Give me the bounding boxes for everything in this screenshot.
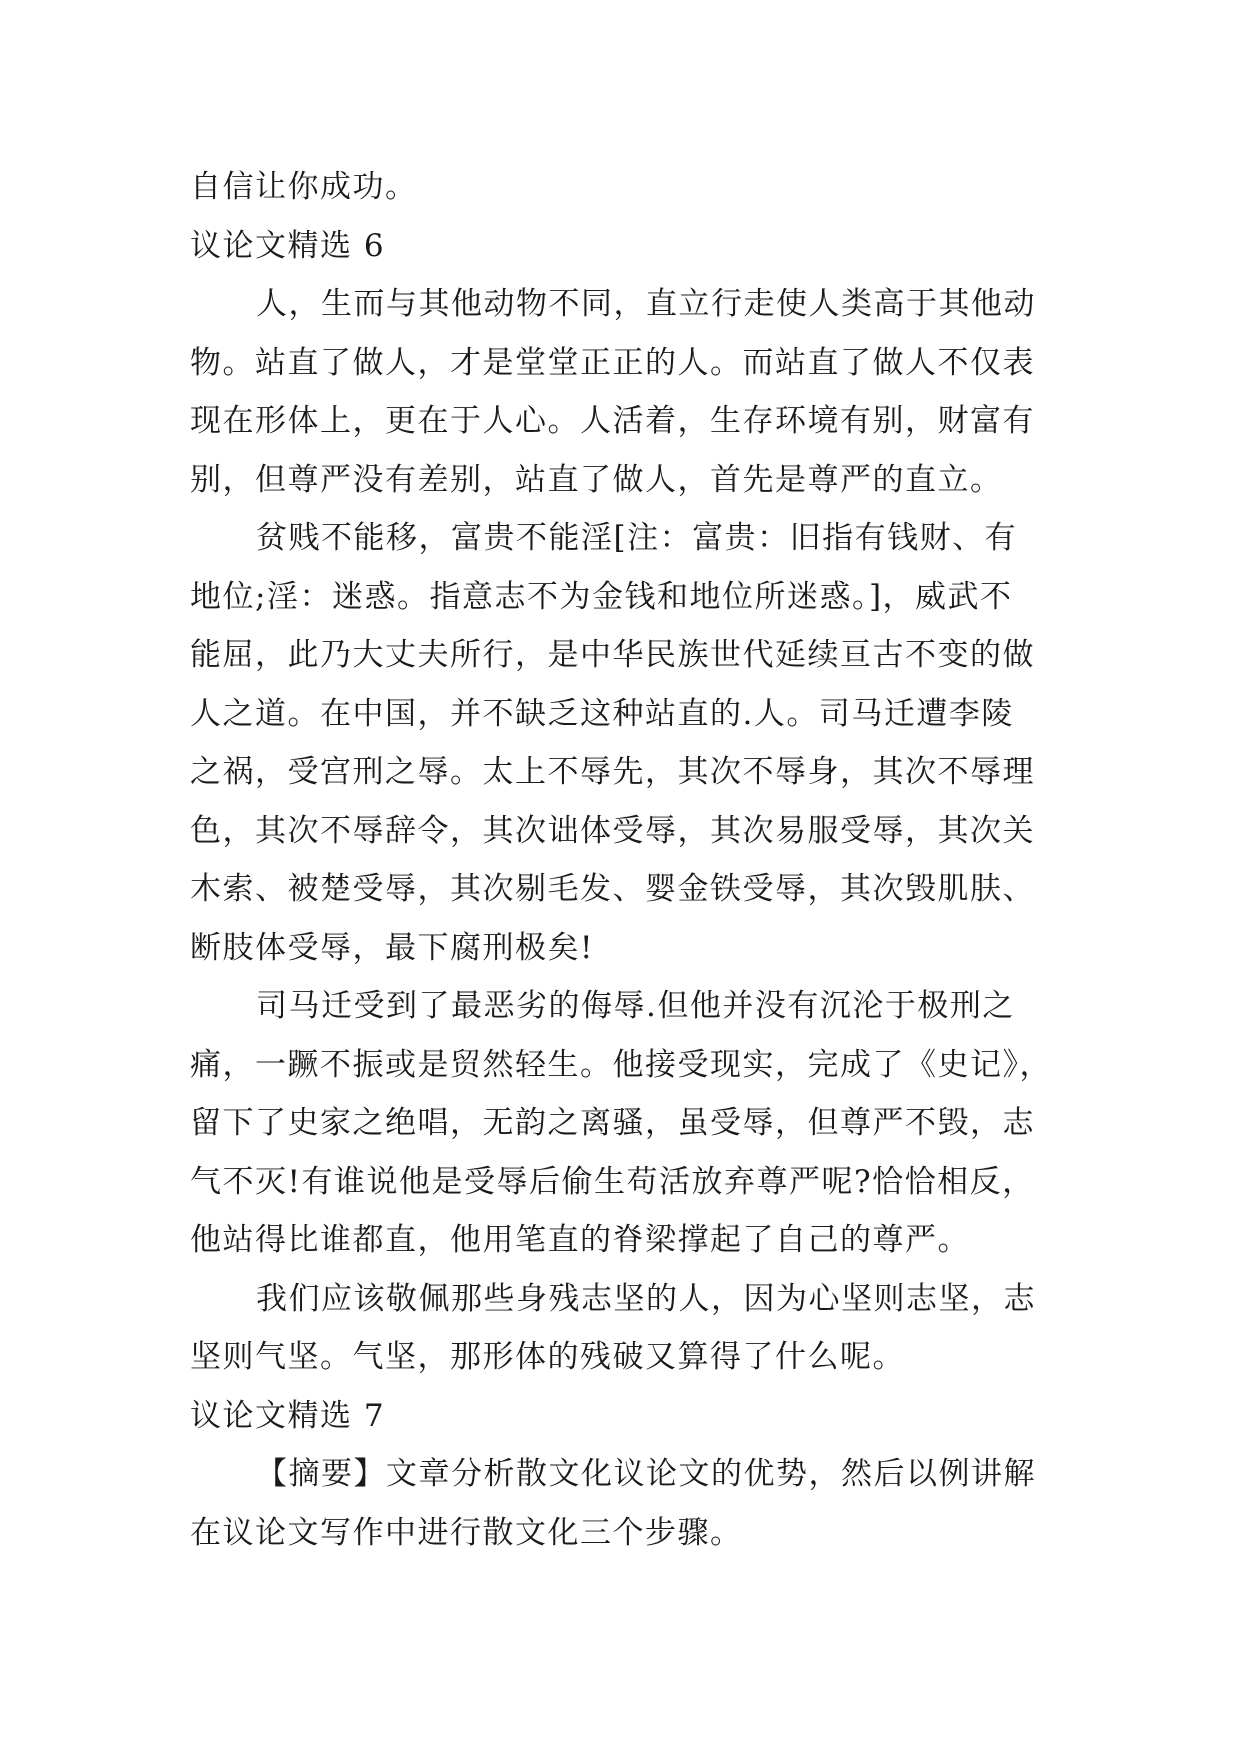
text-line: 留下了史家之绝唱，无韵之离骚，虽受辱，但尊严不毁，志 — [190, 1105, 1035, 1141]
text-line: 地位;淫：迷惑。指意志不为金钱和地位所迷惑。]，威武不 — [190, 578, 1013, 615]
section-heading: 议论文精选 7 — [190, 1397, 386, 1434]
text-line: 人，生而与其他动物不同，直立行走使人类高于其他动 — [256, 286, 1036, 322]
text-line: 他站得比谁都直，他用笔直的脊梁撑起了自己的尊严。 — [190, 1222, 970, 1258]
text-line: 自信让你成功。 — [190, 169, 418, 205]
text-line: 能屈，此乃大丈夫所行，是中华民族世代延续亘古不变的做 — [190, 637, 1035, 673]
text-line: 之祸，受宫刑之辱。太上不辱先，其次不辱身，其次不辱理 — [190, 754, 1035, 790]
text-line: 人之道。在中国，并不缺乏这种站直的.人。司马迁遭李陵 — [190, 695, 1014, 732]
text-line: 我们应该敬佩那些身残志坚的人，因为心坚则志坚，志 — [256, 1280, 1036, 1317]
text-line: 贫贱不能移，富贵不能淫[注：富贵：旧指有钱财、有 — [256, 520, 1018, 556]
text-line: 气不灭!有谁说他是受辱后偷生苟活放弃尊严呢?恰恰相反， — [190, 1163, 1035, 1200]
text-line: 【摘要】文章分析散文化议论文的优势，然后以例讲解 — [256, 1456, 1036, 1492]
text-line: 在议论文写作中进行散文化三个步骤。 — [190, 1514, 743, 1551]
text-line: 物。站直了做人，才是堂堂正正的人。而站直了做人不仅表 — [190, 344, 1035, 381]
text-line: 木索、被楚受辱，其次剔毛发、婴金铁受辱，其次毁肌肤、 — [190, 871, 1035, 907]
text-line: 色，其次不辱辞令，其次诎体受辱，其次易服受辱，其次关 — [190, 812, 1035, 849]
section-heading: 议论文精选 6 — [190, 227, 386, 264]
text-line: 司马迁受到了最恶劣的侮辱.但他并没有沉沦于极刑之 — [256, 988, 1015, 1024]
text-line: 别，但尊严没有差别，站直了做人，首先是尊严的直立。 — [190, 461, 1003, 498]
text-line: 现在形体上，更在于人心。人活着，生存环境有别，财富有 — [190, 403, 1035, 439]
text-line: 断肢体受辱，最下腐刑极矣! — [190, 929, 594, 966]
document-body — [190, 158, 1060, 1562]
text-line: 坚则气坚。气坚，那形体的残破又算得了什么呢。 — [190, 1339, 905, 1375]
text-line: 痛，一蹶不振或是贸然轻生。他接受现实，完成了《史记》， — [190, 1046, 1052, 1083]
